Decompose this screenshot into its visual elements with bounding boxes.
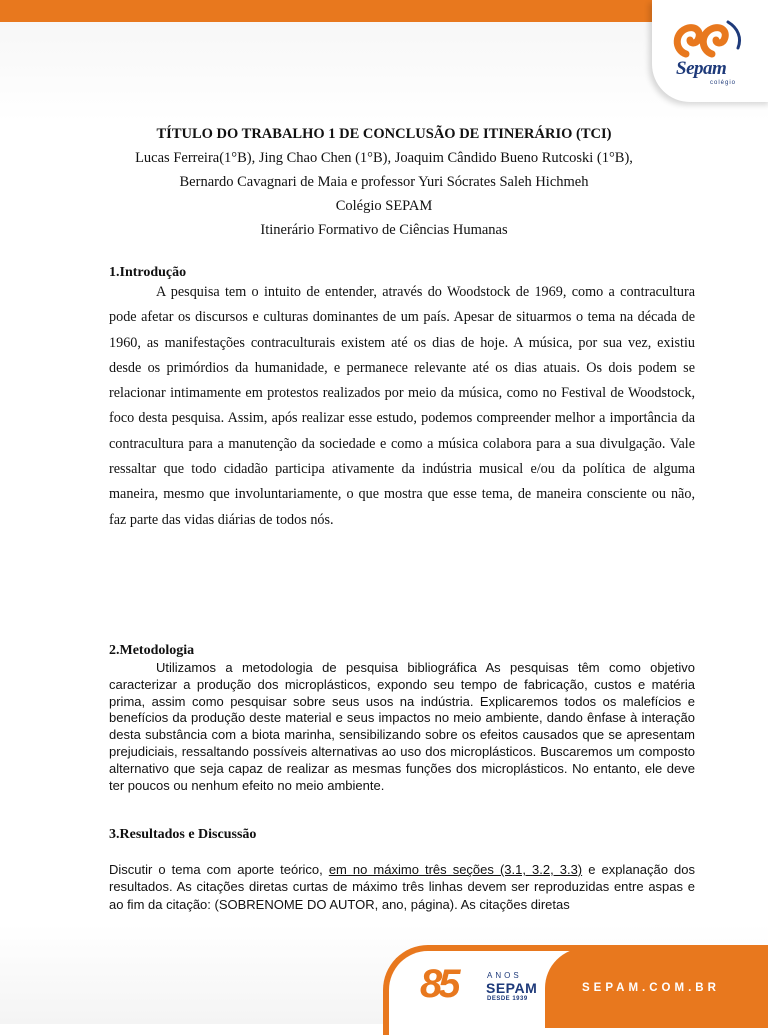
logo-subtitle: colégio (710, 80, 737, 86)
section-title-results: 3.Resultados e Discussão (109, 827, 257, 842)
logo-wordmark: Sepam (676, 58, 727, 79)
anniversary-since-label: DESDE 1939 (487, 996, 528, 1002)
footer-website-link[interactable]: SEPAM.COM.BR (582, 982, 720, 994)
authors-line-1: Lucas Ferreira(1°B), Jing Chao Chen (1°B), Joaquim Cândido Bueno Rutcoski (1°B), (135, 150, 633, 166)
document-title: TÍTULO DO TRABALHO 1 DE CONCLUSÃO DE ITINERÁRIO (TCI) (156, 126, 612, 142)
school-name: Colégio SEPAM (335, 198, 433, 214)
sepam-logo (652, 0, 768, 102)
anniversary-number: 85 (420, 962, 457, 1006)
methodology-paragraph: Utilizamos a metodologia de pesquisa bibliográfica As pesquisas têm como objetivo caracterizar a produção dos microplásticos, expondo seu tempo de fabricação, custos e matéria prima, assim como pesquisar sobre seus usos na indústria. Explicaremos todos os malefícios e benefícios da produção deste material e seus impactos no meio ambiente, dando ênfase à interação desta substância com a biota marinha, sensibilizando sobre os efeitos causados que se apresentam prejudiciais, ressaltando possíveis alternativas ao uso dos microplásticos. Buscaremos um composto alternativo que seja capaz de realizar as mesmas funções dos microplásticos. No entanto, ele deve ter poucos ou nenhum efeito no meio ambiente. (109, 660, 695, 793)
authors-line-2: Bernardo Cavagnari de Maia e professor Yuri Sócrates Saleh Hichmeh (179, 174, 589, 190)
section-title-introduction: 1.Introdução (109, 265, 187, 280)
introduction-paragraph: A pesquisa tem o intuito de entender, através do Woodstock de 1969, como a contracultura pode afetar os discursos e culturas dominantes de um país. Apesar de situarmos o tema na década de 1960, as manifestações contraculturais existem até os dias de hoje. A música, por sua vez, existiu desde os primórdios da humanidade, e permanece relevante até os dias atuais. Os dois podem se relacionar intimamente em protestos realizados por meio da música, como no Festival de Woodstock, foco desta pesquisa. Assim, após realizar esse estudo, podemos compreender melhor a importância da contracultura para a manutenção da sociedade e como a música colabora para a sua divulgação. Vale ressaltar que todo cidadão participa ativamente da indústria musical e/ou da política de alguma maneira, mesmo que involuntariamente, o que mostra que esse tema, de maneira consciente ou não, faz parte das vidas diárias de todos nós. (109, 284, 695, 528)
itinerary-name: Itinerário Formativo de Ciências Humanas (260, 222, 508, 238)
results-text-underlined: em no máximo três seções (3.1, 3.2, 3.3) (328, 862, 583, 877)
section-title-methodology: 2.Metodologia (109, 643, 195, 658)
anniversary-brand: SEPAM (486, 980, 538, 996)
results-text-a: Discutir o tema com aporte teórico, (109, 862, 329, 877)
results-paragraph (109, 861, 695, 913)
document-header (0, 122, 768, 242)
sepam-swirl-icon (668, 14, 748, 64)
results-text-b: e explanação dos resultados. As citações diretas curtas de máximo três linhas devem ser reproduzidas entre aspas e ao fim da citação: (SOBRENOME DO AUTOR, ano, página). As citações diretas (109, 862, 695, 912)
anniversary-anos-label: ANOS (487, 971, 522, 980)
